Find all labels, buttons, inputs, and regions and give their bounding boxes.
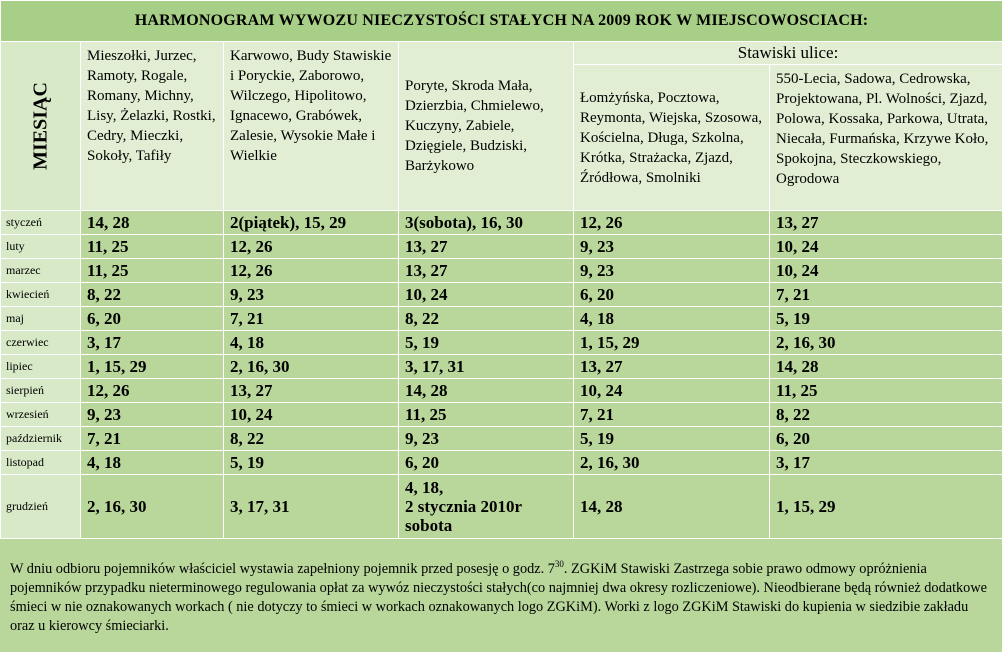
collection-dates: 12, 26 [224,259,399,283]
month-label: marzec [1,259,81,283]
collection-dates: 9, 23 [81,403,224,427]
collection-dates: 10, 24 [770,235,1002,259]
table-row [1,379,1002,403]
collection-dates: 13, 27 [399,235,574,259]
table-row [1,427,1002,451]
page-title: HARMONOGRAM WYWOZU NIECZYSTOŚCI STAŁYCH NA 2009 ROK W MIEJSCOWOSCIACH: [1,1,1002,42]
area-group-5: 550-Lecia, Sadowa, Cedrowska, Projektowana, Pl. Wolności, Zjazd, Polowa, Kossaka, Parkowa, Utrata, Niecała, Furmańska, Krzywe Koło, Spokojna, Steczkowskiego, Ogrodowa [770,65,1002,211]
collection-dates: 7, 21 [81,427,224,451]
month-label: listopad [1,451,81,475]
collection-dates: 10, 24 [770,259,1002,283]
collection-dates: 10, 24 [224,403,399,427]
note-part-2: . ZGKiM Stawiski Zastrzega sobie prawo odmowy opróżnienia pojemników przypadku nieterminowego regulowania opłat za wywóz nieczystości stałych(co najmniej dwa okresy rozliczeniowe). Nieodbierane będą również dodatkowe śmieci w nie oznakowanych workach ( nie dotyczy to śmieci w workach oznakowanych logo ZGKiM). Worki z logo ZGKiM Stawiski do kupienia w siedzibie zakładu oraz u kierowcy śmieciarki. [10,561,988,634]
collection-dates: 5, 19 [224,451,399,475]
month-label: kwiecień [1,283,81,307]
area-group-1: Mieszołki, Jurzec, Ramoty, Rogale, Romany, Michny, Lisy, Żelazki, Rostki, Cedry, Mieczki, Sokoły, Tafiły [81,42,224,211]
collection-dates: 6, 20 [574,283,770,307]
month-label: październik [1,427,81,451]
collection-dates: 4, 18 [81,451,224,475]
collection-dates: 8, 22 [224,427,399,451]
collection-dates: 5, 19 [399,331,574,355]
month-header: MIESIĄC [29,82,52,170]
collection-dates: 7, 21 [574,403,770,427]
collection-dates: 9, 23 [399,427,574,451]
collection-dates: 3(sobota), 16, 30 [399,211,574,235]
collection-dates: 11, 25 [399,403,574,427]
month-label: luty [1,235,81,259]
collection-dates: 13, 27 [224,379,399,403]
collection-dates: 8, 22 [81,283,224,307]
collection-dates: 12, 26 [224,235,399,259]
collection-dates: 2, 16, 30 [574,451,770,475]
collection-dates: 13, 27 [399,259,574,283]
month-label: maj [1,307,81,331]
area-group-2: Karwowo, Budy Stawiskie i Poryckie, Zaborowo, Wilczego, Hipolitowo, Ignacewo, Grabówek, Zalesie, Wysokie Małe i Wielkie [224,42,399,211]
collection-dates: 7, 21 [224,307,399,331]
collection-dates: 3, 17, 31 [224,475,399,539]
table-row [1,403,1002,427]
collection-dates: 11, 25 [81,235,224,259]
collection-dates-multiline [399,475,574,539]
stawiski-header: Stawiski ulice: [574,42,1002,65]
title-row [1,1,1002,42]
collection-dates: 9, 23 [574,259,770,283]
collection-dates: 3, 17 [770,451,1002,475]
collection-dates: 10, 24 [399,283,574,307]
collection-dates: 8, 22 [770,403,1002,427]
collection-dates: 3, 17, 31 [399,355,574,379]
area-group-3: Poryte, Skroda Mała, Dzierzbia, Chmielewo, Kuczyny, Zabiele, Dzięgiele, Budziski, Barżykowo [399,42,574,211]
month-label: grudzień [1,475,81,539]
table-row [1,355,1002,379]
collection-dates: 8, 22 [399,307,574,331]
note-part-1: W dniu odbioru pojemników właściciel wystawia zapełniony pojemnik przed posesję o godz. 7 [10,561,555,577]
collection-dates: 6, 20 [399,451,574,475]
table-row [1,235,1002,259]
collection-dates: 4, 18 [574,307,770,331]
area-group-4: Łomżyńska, Pocztowa, Reymonta, Wiejska, Szosowa, Kościelna, Długa, Szkolna, Krótka, Strażacka, Zjazd, Źródłowa, Smolniki [574,65,770,211]
collection-note [10,560,990,636]
collection-dates: 4, 18 [224,331,399,355]
month-label: lipiec [1,355,81,379]
table-row [1,307,1002,331]
collection-dates: 6, 20 [770,427,1002,451]
collection-dates: 14, 28 [81,211,224,235]
collection-dates: 5, 19 [770,307,1002,331]
collection-dates: 7, 21 [770,283,1002,307]
collection-dates: 13, 27 [770,211,1002,235]
collection-dates: 2, 16, 30 [81,475,224,539]
note-time-superscript: 30 [554,559,564,570]
month-label: styczeń [1,211,81,235]
collection-dates: 10, 24 [574,379,770,403]
collection-dates: 11, 25 [81,259,224,283]
collection-dates: 2, 16, 30 [224,355,399,379]
month-header-cell [1,42,81,211]
december-date-line-1: 4, 18, [405,478,444,497]
collection-dates: 2(piątek), 15, 29 [224,211,399,235]
collection-dates: 1, 15, 29 [574,331,770,355]
collection-dates: 14, 28 [574,475,770,539]
collection-dates: 12, 26 [81,379,224,403]
collection-dates: 9, 23 [574,235,770,259]
month-label: wrzesień [1,403,81,427]
table-row-december [1,475,1002,539]
table-row [1,283,1002,307]
collection-dates: 14, 28 [770,355,1002,379]
table-row [1,211,1002,235]
collection-dates: 13, 27 [574,355,770,379]
collection-dates: 9, 23 [224,283,399,307]
month-label: sierpień [1,379,81,403]
collection-dates: 6, 20 [81,307,224,331]
table-row [1,451,1002,475]
collection-dates: 5, 19 [574,427,770,451]
collection-dates: 14, 28 [399,379,574,403]
collection-dates: 1, 15, 29 [770,475,1002,539]
collection-dates: 12, 26 [574,211,770,235]
month-label: czerwiec [1,331,81,355]
collection-dates: 1, 15, 29 [81,355,224,379]
collection-dates: 2, 16, 30 [770,331,1002,355]
collection-dates: 3, 17 [81,331,224,355]
table-row [1,331,1002,355]
december-date-line-3: sobota [405,516,453,535]
december-date-line-2: 2 stycznia 2010r [405,497,523,516]
collection-dates: 11, 25 [770,379,1002,403]
table-row [1,259,1002,283]
header-row-1 [1,42,1002,65]
